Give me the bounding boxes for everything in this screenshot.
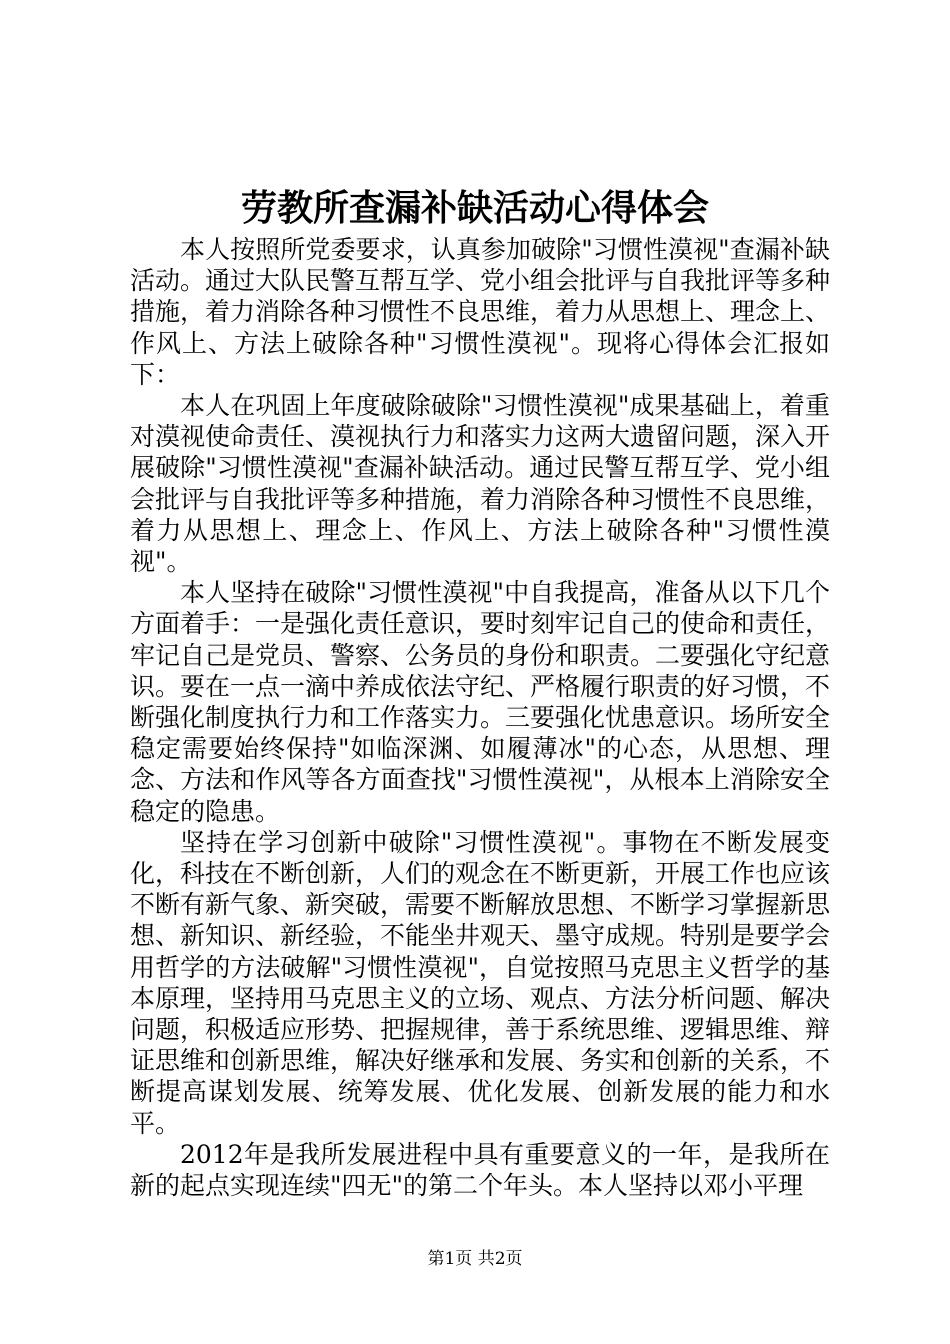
paragraph-4: 坚持在学习创新中破除"习惯性漠视"。事物在不断发展变化，科技在不断创新，人们的观念在不断更新，开展工作也应该不断有新气象、新突破，需要不断解放思想、不断学习掌握新思想、新知识、新经验，不能坐井观天、墨守成规。特别是要学会用哲学的方法破解"习惯性漠视"，自觉按照马克思主义哲学的基本原理，坚持用马克思主义的立场、观点、方法分析问题、解决问题，积极适应形势、把握规律，善于系统思维、逻辑思维、辩证思维和创新思维，解决好继承和发展、务实和创新的关系，不断提高谋划发展、统筹发展、优化发展、创新发展的能力和水平。 [130, 827, 831, 1138]
paragraph-1: 本人按照所党委要求，认真参加破除"习惯性漠视"查漏补缺活动。通过大队民警互帮互学、党小组会批评与自我批评等多种措施，着力消除各种习惯性不良思维，着力从思想上、理念上、作风上、方法上破除各种"习惯性漠视"。现将心得体会汇报如下： [130, 235, 831, 389]
paragraph-3: 本人坚持在破除"习惯性漠视"中自我提高，准备从以下几个方面着手：一是强化责任意识，要时刻牢记自己的使命和责任，牢记自己是党员、警察、公务员的身份和职责。二要强化守纪意识。要在一点一滴中养成依法守纪、严格履行职责的好习惯，不断强化制度执行力和工作落实力。三要强化忧患意识。场所安全稳定需要始终保持"如临深渊、如履薄冰"的心态，从思想、理念、方法和作风等各方面查找"习惯性漠视"，从根本上消除安全稳定的隐患。 [130, 578, 831, 826]
document-body [130, 234, 830, 1201]
document-title: 劳教所查漏补缺活动心得体会 [240, 187, 709, 229]
page-number-footer: 第1页 共2页 [427, 1249, 523, 1269]
paragraph-5: 2012年是我所发展进程中具有重要意义的一年，是我所在新的起点实现连续"四无"的第二个年头。本人坚持以邓小平理 [130, 1139, 830, 1201]
paragraph-2: 本人在巩固上年度破除破除"习惯性漠视"成果基础上，着重对漠视使命责任、漠视执行力和落实力这两大遗留问题，深入开展破除"习惯性漠视"查漏补缺活动。通过民警互帮互学、党小组会批评与自我批评等多种措施，着力消除各种习惯性不良思维，着力从思想上、理念上、作风上、方法上破除各种"习惯性漠视"。 [130, 391, 831, 577]
